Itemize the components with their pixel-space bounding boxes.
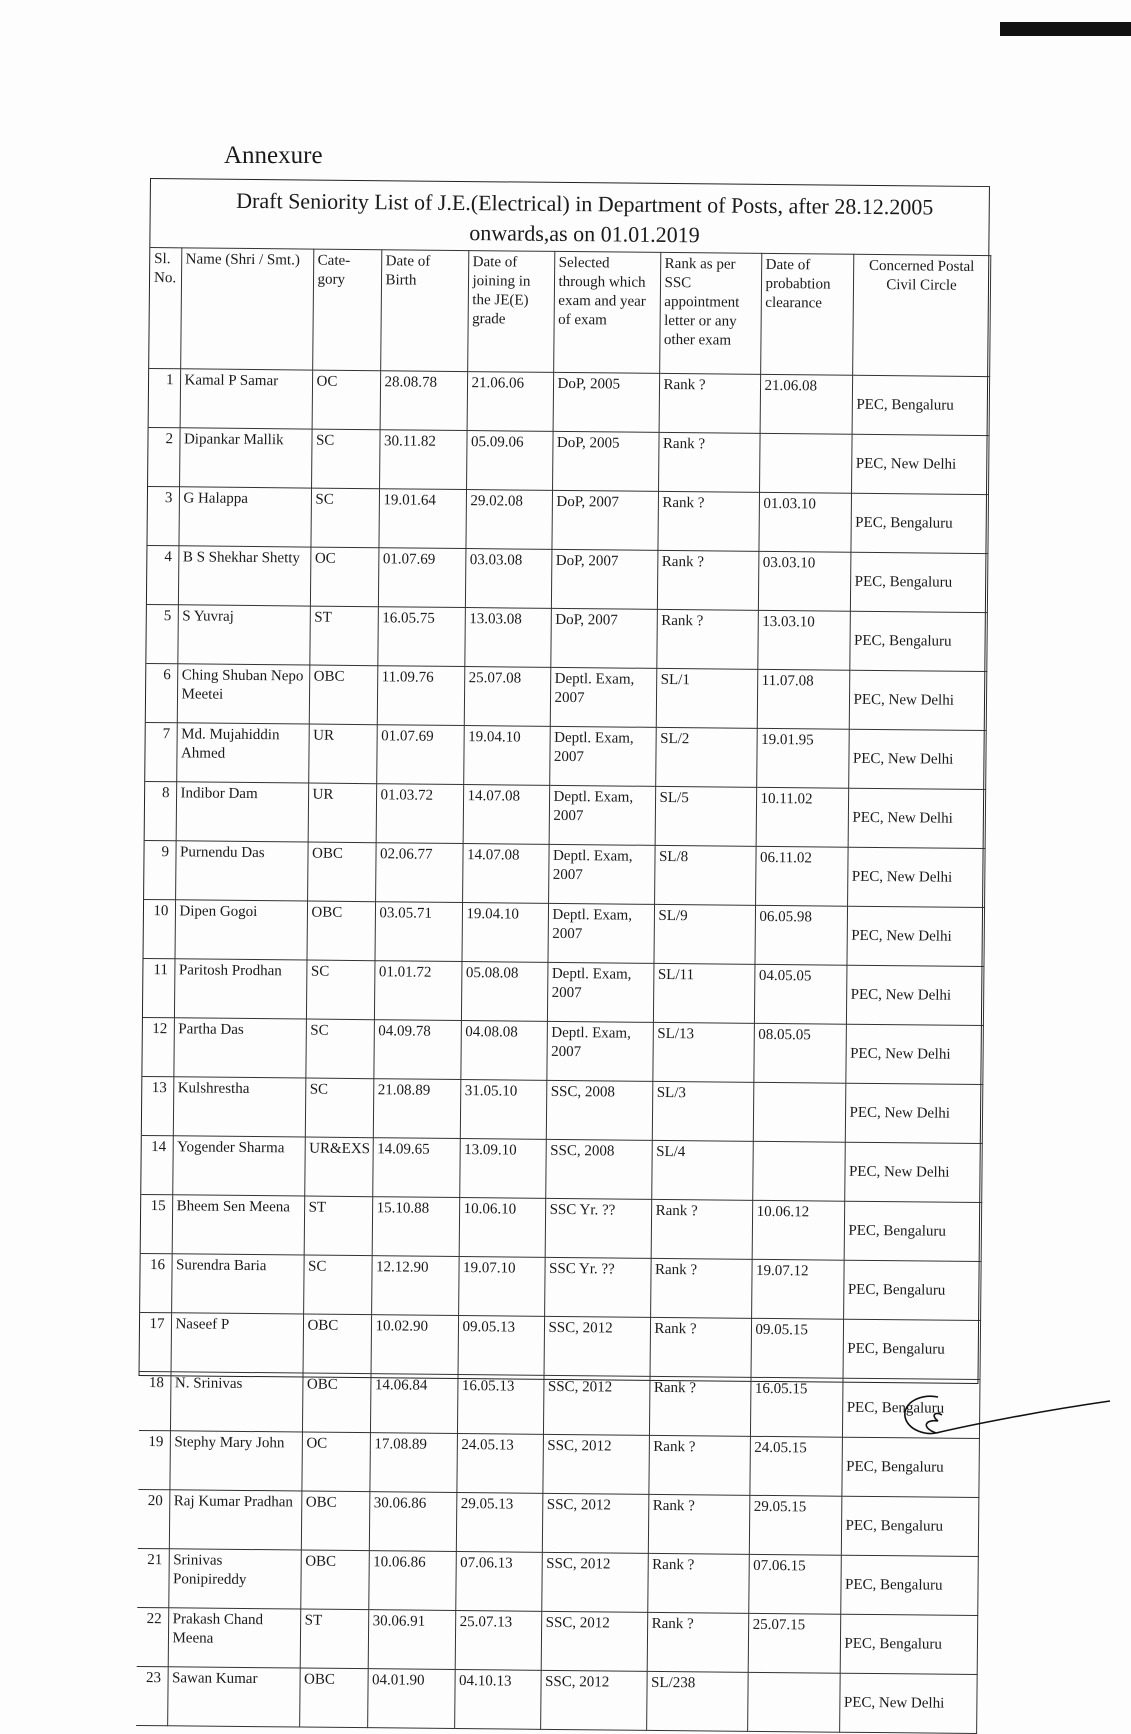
category-cell: UR bbox=[308, 724, 377, 784]
date-of-birth-cell: 17.08.89 bbox=[369, 1433, 457, 1493]
table-row bbox=[147, 545, 988, 612]
name-cell: Partha Das bbox=[173, 1018, 306, 1078]
date-of-joining-cell: 25.07.08 bbox=[464, 667, 551, 727]
postal-circle-cell: PEC, New Delhi bbox=[847, 847, 985, 907]
probation-date-cell: 07.06.15 bbox=[748, 1554, 841, 1614]
postal-circle-cell: PEC, New Delhi bbox=[845, 1083, 983, 1143]
table-row bbox=[138, 1489, 979, 1556]
date-of-joining-cell: 16.05.13 bbox=[457, 1375, 544, 1435]
date-of-birth-cell: 14.09.65 bbox=[372, 1138, 460, 1198]
date-of-birth-cell: 01.07.69 bbox=[378, 548, 466, 608]
scan-edge-mark bbox=[1000, 22, 1131, 36]
sl-no-cell: 6 bbox=[146, 663, 178, 722]
sl-no-cell: 8 bbox=[145, 781, 177, 840]
postal-circle-cell: PEC, New Delhi bbox=[849, 670, 987, 730]
header-category: Cate- gory bbox=[312, 249, 381, 371]
date-of-birth-cell: 10.06.86 bbox=[368, 1551, 456, 1611]
header-date-of-joining: Date of joining in the JE(E) grade bbox=[467, 251, 554, 373]
category-cell: ST bbox=[300, 1609, 369, 1669]
rank-cell: SL/9 bbox=[653, 904, 755, 964]
postal-circle-cell: PEC, Bengaluru bbox=[843, 1260, 981, 1320]
table-row bbox=[142, 1017, 983, 1084]
probation-date-cell: 10.06.12 bbox=[752, 1200, 845, 1260]
date-of-joining-cell: 19.07.10 bbox=[458, 1257, 545, 1317]
sl-no-cell: 2 bbox=[148, 427, 180, 486]
sl-no-cell: 20 bbox=[138, 1489, 170, 1548]
seniority-list-frame bbox=[139, 178, 990, 1712]
date-of-joining-cell: 14.07.08 bbox=[462, 844, 549, 904]
selected-exam-cell: Deptl. Exam, 2007 bbox=[548, 844, 655, 904]
date-of-joining-cell: 19.04.10 bbox=[463, 726, 550, 786]
table-row bbox=[149, 369, 990, 436]
date-of-joining-cell: 19.04.10 bbox=[461, 903, 548, 963]
selected-exam-cell: DoP, 2007 bbox=[551, 549, 658, 609]
selected-exam-cell: DoP, 2007 bbox=[551, 490, 658, 550]
rank-cell: SL/8 bbox=[654, 845, 756, 905]
probation-date-cell: 19.01.95 bbox=[756, 728, 849, 788]
date-of-joining-cell: 05.09.06 bbox=[466, 431, 553, 491]
date-of-birth-cell: 30.11.82 bbox=[379, 430, 467, 490]
sl-no-cell: 4 bbox=[147, 545, 179, 604]
table-row bbox=[147, 486, 988, 553]
postal-circle-cell: PEC, New Delhi bbox=[845, 1024, 983, 1084]
selected-exam-cell: DoP, 2005 bbox=[553, 372, 660, 432]
table-row bbox=[142, 1076, 983, 1143]
header-name: Name (Shri / Smt.) bbox=[180, 248, 313, 370]
table-row bbox=[141, 1135, 982, 1202]
rank-cell: Rank ? bbox=[650, 1317, 752, 1377]
postal-circle-cell: PEC, New Delhi bbox=[839, 1673, 977, 1733]
table-header-row bbox=[149, 248, 990, 377]
rank-cell: SL/5 bbox=[655, 786, 757, 846]
table-row bbox=[136, 1666, 977, 1733]
date-of-birth-cell: 28.08.78 bbox=[380, 371, 468, 431]
name-cell: Surendra Baria bbox=[171, 1254, 304, 1314]
name-cell: Yogender Sharma bbox=[172, 1136, 305, 1196]
header-sl-no: Sl. No. bbox=[149, 248, 181, 369]
probation-date-cell: 11.07.08 bbox=[757, 669, 850, 729]
name-cell: Purnendu Das bbox=[175, 841, 308, 901]
date-of-birth-cell: 01.03.72 bbox=[376, 784, 464, 844]
date-of-birth-cell: 02.06.77 bbox=[375, 843, 463, 903]
document-title bbox=[150, 179, 989, 255]
probation-date-cell: 06.11.02 bbox=[755, 846, 848, 906]
category-cell: ST bbox=[309, 606, 378, 666]
date-of-joining-cell: 24.05.13 bbox=[456, 1434, 543, 1494]
sl-no-cell: 22 bbox=[137, 1607, 169, 1666]
seniority-table bbox=[136, 247, 991, 1734]
date-of-birth-cell: 21.08.89 bbox=[373, 1079, 461, 1139]
name-cell: Dipen Gogoi bbox=[175, 900, 308, 960]
table-row bbox=[141, 1194, 982, 1261]
postal-circle-cell: PEC, New Delhi bbox=[846, 965, 984, 1025]
table-body bbox=[136, 369, 989, 1734]
date-of-birth-cell: 11.09.76 bbox=[377, 666, 465, 726]
sl-no-cell: 17 bbox=[140, 1312, 172, 1371]
category-cell: OBC bbox=[301, 1491, 370, 1551]
sl-no-cell: 10 bbox=[144, 899, 176, 958]
title-line-1: Draft Seniority List of J.E.(Electrical) in Department of Posts, after 28.12.2005 bbox=[236, 187, 934, 220]
probation-date-cell: 13.03.10 bbox=[757, 610, 850, 670]
sl-no-cell: 12 bbox=[142, 1017, 174, 1076]
postal-circle-cell: PEC, Bengaluru bbox=[849, 611, 987, 671]
name-cell: Naseef P bbox=[171, 1313, 304, 1373]
postal-circle-cell: PEC, New Delhi bbox=[846, 906, 984, 966]
rank-cell: Rank ? bbox=[658, 432, 760, 492]
date-of-joining-cell: 03.03.08 bbox=[465, 549, 552, 609]
table-row bbox=[145, 781, 986, 848]
signature-mark bbox=[880, 1375, 1120, 1455]
date-of-birth-cell: 01.07.69 bbox=[376, 725, 464, 785]
date-of-joining-cell: 29.05.13 bbox=[456, 1493, 543, 1553]
name-cell: Stephy Mary John bbox=[169, 1431, 302, 1491]
rank-cell: Rank ? bbox=[657, 491, 759, 551]
table-row bbox=[143, 958, 984, 1025]
probation-date-cell: 25.07.15 bbox=[748, 1613, 841, 1673]
rank-cell: Rank ? bbox=[649, 1376, 751, 1436]
category-cell: SC bbox=[305, 1078, 374, 1138]
category-cell: OC bbox=[301, 1432, 370, 1492]
selected-exam-cell: SSC Yr. ?? bbox=[545, 1198, 652, 1258]
table-row bbox=[144, 840, 985, 907]
rank-cell: SL/2 bbox=[655, 727, 757, 787]
selected-exam-cell: SSC, 2012 bbox=[541, 1552, 648, 1612]
postal-circle-cell: PEC, New Delhi bbox=[848, 788, 986, 848]
table-row bbox=[139, 1371, 980, 1438]
sl-no-cell: 11 bbox=[143, 958, 175, 1017]
postal-circle-cell: PEC, Bengaluru bbox=[841, 1496, 979, 1556]
date-of-birth-cell: 10.02.90 bbox=[371, 1315, 459, 1375]
table-row bbox=[140, 1253, 981, 1320]
sl-no-cell: 5 bbox=[146, 604, 178, 663]
rank-cell: Rank ? bbox=[647, 1553, 749, 1613]
date-of-joining-cell: 07.06.13 bbox=[455, 1551, 542, 1611]
category-cell: UR&EXS bbox=[304, 1137, 373, 1197]
category-cell: OBC bbox=[307, 901, 376, 961]
table-row bbox=[148, 427, 989, 494]
category-cell: SC bbox=[311, 429, 380, 489]
category-cell: OBC bbox=[300, 1550, 369, 1610]
header-rank: Rank as per SSC appointment letter or any other exam bbox=[659, 252, 761, 374]
category-cell: SC bbox=[305, 1019, 374, 1079]
selected-exam-cell: SSC, 2008 bbox=[545, 1139, 652, 1199]
sl-no-cell: 1 bbox=[149, 369, 181, 428]
selected-exam-cell: Deptl. Exam, 2007 bbox=[547, 903, 654, 963]
probation-date-cell bbox=[759, 433, 852, 493]
sl-no-cell: 23 bbox=[136, 1666, 168, 1725]
sl-no-cell: 19 bbox=[138, 1430, 170, 1489]
table-row bbox=[146, 604, 987, 671]
rank-cell: SL/3 bbox=[652, 1081, 754, 1141]
date-of-joining-cell: 21.06.06 bbox=[467, 372, 554, 432]
postal-circle-cell: PEC, Bengaluru bbox=[840, 1614, 978, 1674]
sl-no-cell: 7 bbox=[145, 722, 177, 781]
date-of-joining-cell: 04.10.13 bbox=[454, 1669, 541, 1729]
rank-cell: SL/13 bbox=[652, 1022, 754, 1082]
category-cell: ST bbox=[304, 1196, 373, 1256]
date-of-joining-cell: 14.07.08 bbox=[463, 785, 550, 845]
name-cell: B S Shekhar Shetty bbox=[178, 546, 311, 606]
category-cell: OC bbox=[310, 547, 379, 607]
date-of-birth-cell: 12.12.90 bbox=[371, 1256, 459, 1316]
date-of-joining-cell: 25.07.13 bbox=[455, 1610, 542, 1670]
date-of-birth-cell: 04.01.90 bbox=[367, 1669, 455, 1729]
rank-cell: Rank ? bbox=[656, 609, 758, 669]
name-cell: Dipankar Mallik bbox=[179, 428, 312, 488]
sl-no-cell: 18 bbox=[139, 1371, 171, 1430]
rank-cell: SL/1 bbox=[656, 668, 758, 728]
header-date-of-birth: Date of Birth bbox=[380, 250, 468, 372]
category-cell: OBC bbox=[303, 1314, 372, 1374]
selected-exam-cell: SSC, 2012 bbox=[542, 1434, 649, 1494]
probation-date-cell: 21.06.08 bbox=[760, 374, 853, 434]
name-cell: G Halappa bbox=[178, 487, 311, 547]
name-cell: Raj Kumar Pradhan bbox=[169, 1490, 302, 1550]
probation-date-cell: 03.03.10 bbox=[758, 551, 851, 611]
name-cell: Bheem Sen Meena bbox=[172, 1195, 305, 1255]
postal-circle-cell: PEC, Bengaluru bbox=[841, 1437, 979, 1497]
probation-date-cell: 24.05.15 bbox=[749, 1436, 842, 1496]
date-of-birth-cell: 30.06.86 bbox=[369, 1492, 457, 1552]
title-line-2: onwards,as on 01.01.2019 bbox=[469, 220, 700, 248]
probation-date-cell: 08.05.05 bbox=[753, 1023, 846, 1083]
date-of-joining-cell: 13.03.08 bbox=[464, 608, 551, 668]
probation-date-cell: 16.05.15 bbox=[750, 1377, 843, 1437]
category-cell: OBC bbox=[299, 1668, 368, 1728]
date-of-joining-cell: 10.06.10 bbox=[459, 1198, 546, 1258]
table-row bbox=[138, 1430, 979, 1497]
postal-circle-cell: PEC, New Delhi bbox=[844, 1142, 982, 1202]
category-cell: OBC bbox=[307, 842, 376, 902]
annexure-heading: Annexure bbox=[224, 142, 323, 169]
name-cell: Md. Mujahiddin Ahmed bbox=[176, 723, 309, 783]
category-cell: SC bbox=[306, 960, 375, 1020]
name-cell: Kulshrestha bbox=[173, 1077, 306, 1137]
table-row bbox=[137, 1607, 978, 1674]
rank-cell: SL/11 bbox=[653, 963, 755, 1023]
date-of-joining-cell: 04.08.08 bbox=[460, 1021, 547, 1081]
name-cell: N. Srinivas bbox=[170, 1372, 303, 1432]
sl-no-cell: 21 bbox=[137, 1548, 169, 1607]
probation-date-cell bbox=[747, 1672, 840, 1732]
selected-exam-cell: SSC, 2012 bbox=[541, 1611, 648, 1671]
header-postal-circle: Concerned Postal Civil Circle bbox=[852, 254, 990, 376]
date-of-joining-cell: 05.08.08 bbox=[461, 962, 548, 1022]
selected-exam-cell: Deptl. Exam, 2007 bbox=[549, 726, 656, 786]
postal-circle-cell: PEC, Bengaluru bbox=[840, 1555, 978, 1615]
rank-cell: SL/238 bbox=[646, 1671, 748, 1731]
probation-date-cell: 04.05.05 bbox=[754, 964, 847, 1024]
name-cell: Sawan Kumar bbox=[167, 1667, 300, 1727]
date-of-birth-cell: 15.10.88 bbox=[372, 1197, 460, 1257]
selected-exam-cell: Deptl. Exam, 2007 bbox=[546, 1021, 653, 1081]
probation-date-cell: 19.07.12 bbox=[751, 1259, 844, 1319]
date-of-birth-cell: 16.05.75 bbox=[377, 607, 465, 667]
table-row bbox=[140, 1312, 981, 1379]
table-row bbox=[146, 663, 987, 730]
name-cell: Indibor Dam bbox=[176, 782, 309, 842]
postal-circle-cell: PEC, Bengaluru bbox=[842, 1378, 980, 1438]
postal-circle-cell: PEC, New Delhi bbox=[851, 434, 989, 494]
probation-date-cell: 09.05.15 bbox=[751, 1318, 844, 1378]
postal-circle-cell: PEC, New Delhi bbox=[848, 729, 986, 789]
sl-no-cell: 15 bbox=[141, 1194, 173, 1253]
selected-exam-cell: SSC Yr. ?? bbox=[544, 1257, 651, 1317]
table-row bbox=[145, 722, 986, 789]
date-of-joining-cell: 09.05.13 bbox=[458, 1316, 545, 1376]
rank-cell: Rank ? bbox=[651, 1199, 753, 1259]
postal-circle-cell: PEC, Bengaluru bbox=[850, 552, 988, 612]
date-of-joining-cell: 31.05.10 bbox=[460, 1080, 547, 1140]
probation-date-cell: 01.03.10 bbox=[758, 492, 851, 552]
rank-cell: Rank ? bbox=[650, 1258, 752, 1318]
table-row bbox=[144, 899, 985, 966]
sl-no-cell: 9 bbox=[144, 840, 176, 899]
category-cell: OBC bbox=[302, 1373, 371, 1433]
rank-cell: Rank ? bbox=[657, 550, 759, 610]
probation-date-cell: 10.11.02 bbox=[756, 787, 849, 847]
selected-exam-cell: Deptl. Exam, 2007 bbox=[550, 667, 657, 727]
sl-no-cell: 3 bbox=[147, 486, 179, 545]
category-cell: OBC bbox=[309, 665, 378, 725]
rank-cell: Rank ? bbox=[659, 373, 761, 433]
name-cell: S Yuvraj bbox=[177, 605, 310, 665]
postal-circle-cell: PEC, Bengaluru bbox=[843, 1319, 981, 1379]
name-cell: Prakash Chand Meena bbox=[168, 1608, 301, 1668]
date-of-birth-cell: 01.01.72 bbox=[374, 961, 462, 1021]
date-of-joining-cell: 29.02.08 bbox=[465, 490, 552, 550]
postal-circle-cell: PEC, Bengaluru bbox=[844, 1201, 982, 1261]
selected-exam-cell: Deptl. Exam, 2007 bbox=[549, 785, 656, 845]
selected-exam-cell: SSC, 2012 bbox=[540, 1670, 647, 1730]
selected-exam-cell: SSC, 2012 bbox=[544, 1316, 651, 1376]
rank-cell: Rank ? bbox=[648, 1494, 750, 1554]
probation-date-cell bbox=[752, 1141, 845, 1201]
sl-no-cell: 16 bbox=[140, 1253, 172, 1312]
selected-exam-cell: DoP, 2007 bbox=[550, 608, 657, 668]
sl-no-cell: 13 bbox=[142, 1076, 174, 1135]
name-cell: Ching Shuban Nepo Meetei bbox=[177, 664, 310, 724]
probation-date-cell: 29.05.15 bbox=[749, 1495, 842, 1555]
postal-circle-cell: PEC, Bengaluru bbox=[852, 375, 990, 435]
sl-no-cell: 14 bbox=[141, 1135, 173, 1194]
selected-exam-cell: DoP, 2005 bbox=[552, 431, 659, 491]
date-of-birth-cell: 04.09.78 bbox=[373, 1020, 461, 1080]
postal-circle-cell: PEC, Bengaluru bbox=[850, 493, 988, 553]
category-cell: SC bbox=[303, 1255, 372, 1315]
name-cell: Kamal P Samar bbox=[180, 369, 313, 429]
category-cell: OC bbox=[312, 370, 381, 430]
category-cell: UR bbox=[308, 783, 377, 843]
rank-cell: SL/4 bbox=[651, 1140, 753, 1200]
header-selected-through: Selected through which exam and year of exam bbox=[553, 251, 660, 373]
date-of-birth-cell: 19.01.64 bbox=[378, 489, 466, 549]
name-cell: Srinivas Ponipireddy bbox=[168, 1549, 301, 1609]
selected-exam-cell: SSC, 2012 bbox=[542, 1493, 649, 1553]
selected-exam-cell: SSC, 2008 bbox=[546, 1080, 653, 1140]
date-of-joining-cell: 13.09.10 bbox=[459, 1139, 546, 1199]
probation-date-cell bbox=[753, 1082, 846, 1142]
probation-date-cell: 06.05.98 bbox=[754, 905, 847, 965]
rank-cell: Rank ? bbox=[647, 1612, 749, 1672]
date-of-birth-cell: 03.05.71 bbox=[374, 902, 462, 962]
name-cell: Paritosh Prodhan bbox=[174, 959, 307, 1019]
selected-exam-cell: Deptl. Exam, 2007 bbox=[547, 962, 654, 1022]
table-row bbox=[137, 1548, 978, 1615]
date-of-birth-cell: 14.06.84 bbox=[370, 1374, 458, 1434]
rank-cell: Rank ? bbox=[648, 1435, 750, 1495]
selected-exam-cell: SSC, 2012 bbox=[543, 1375, 650, 1435]
date-of-birth-cell: 30.06.91 bbox=[368, 1610, 456, 1670]
header-probation-clearance: Date of probabtion clearance bbox=[760, 253, 853, 375]
category-cell: SC bbox=[310, 488, 379, 548]
